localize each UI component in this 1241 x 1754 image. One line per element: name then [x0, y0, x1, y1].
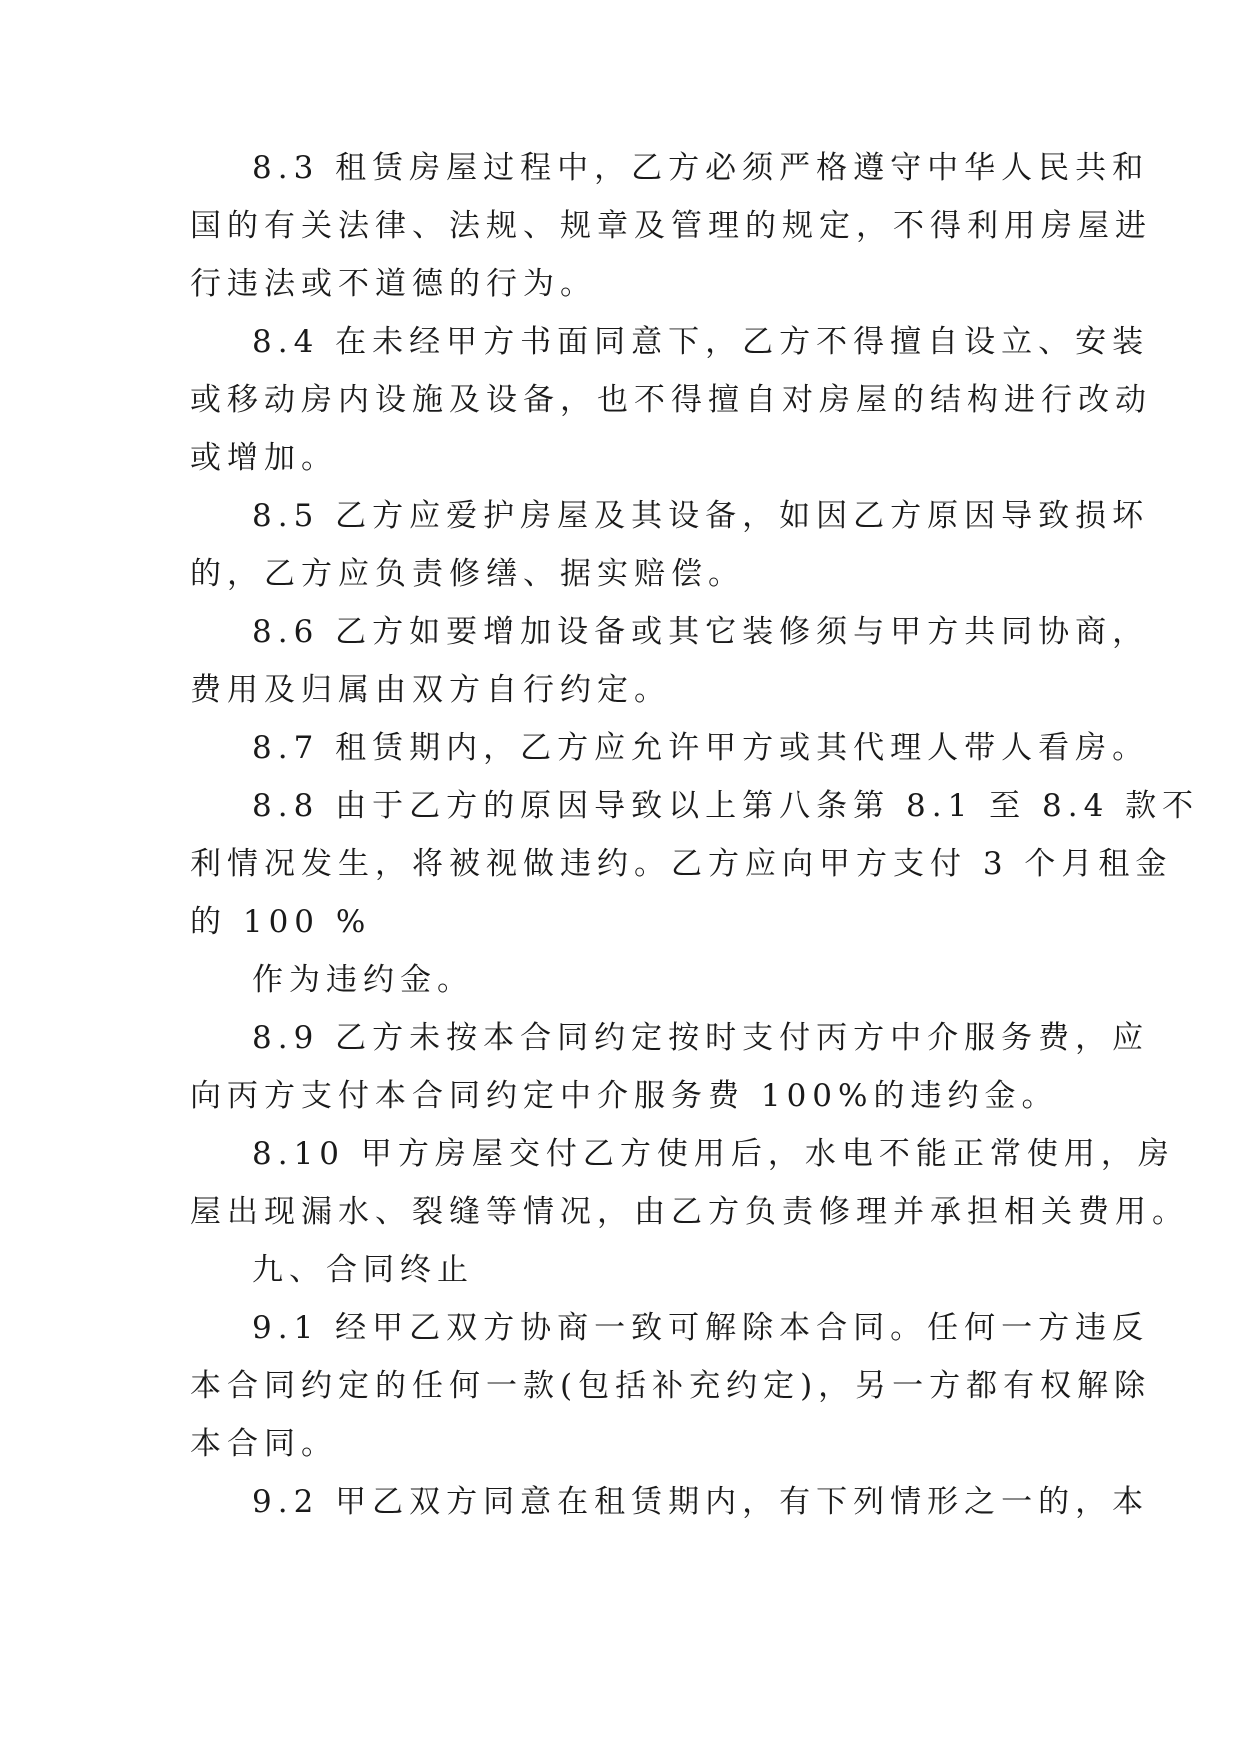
clause-8-10-line-2: 屋出现漏水、裂缝等情况，由乙方负责修理并承担相关费用。: [190, 1194, 1189, 1230]
clause-8-9-line-1: 8.9 乙方未按本合同约定按时支付丙方中介服务费，应: [252, 1020, 1150, 1056]
clause-8-4-line-1: 8.4 在未经甲方书面同意下，乙方不得擅自设立、安装: [252, 324, 1150, 360]
clause-8-3-line-2: 国的有关法律、法规、规章及管理的规定，不得利用房屋进: [190, 208, 1152, 244]
clause-8-5-line-1: 8.5 乙方应爱护房屋及其设备，如因乙方原因导致损坏: [252, 498, 1150, 534]
clause-8-8-line-1: 8.8 由于乙方的原因导致以上第八条第 8.1 至 8.4 款不: [252, 788, 1200, 824]
clause-8-7-line-1: 8.7 租赁期内，乙方应允许甲方或其代理人带人看房。: [252, 730, 1150, 766]
clause-8-3-line-1: 8.3 租赁房屋过程中，乙方必须严格遵守中华人民共和: [252, 150, 1150, 186]
clause-9-1-line-2: 本合同约定的任何一款(包括补充约定)，另一方都有权解除: [190, 1368, 1152, 1404]
clause-8-8-line-4: 作为违约金。: [252, 962, 474, 998]
clause-8-5-line-2: 的，乙方应负责修缮、据实赔偿。: [190, 556, 745, 592]
clause-8-3-line-3: 行违法或不道德的行为。: [190, 266, 597, 302]
clause-9-2-line-1: 9.2 甲乙双方同意在租赁期内，有下列情形之一的，本: [252, 1484, 1150, 1520]
clause-8-9-line-2: 向丙方支付本合同约定中介服务费 100%的违约金。: [190, 1078, 1059, 1114]
clause-9-1-line-1: 9.1 经甲乙双方协商一致可解除本合同。任何一方违反: [252, 1310, 1150, 1346]
clause-8-8-line-2: 利情况发生，将被视做违约。乙方应向甲方支付 3 个月租金: [190, 846, 1173, 882]
clause-8-10-line-1: 8.10 甲方房屋交付乙方使用后，水电不能正常使用，房: [252, 1136, 1175, 1172]
section-9-heading: 九、合同终止: [252, 1252, 474, 1288]
clause-8-6-line-1: 8.6 乙方如要增加设备或其它装修须与甲方共同协商，: [252, 614, 1150, 650]
clause-8-6-line-2: 费用及归属由双方自行约定。: [190, 672, 671, 708]
clause-9-1-line-3: 本合同。: [190, 1426, 338, 1462]
clause-8-4-line-2: 或移动房内设施及设备，也不得擅自对房屋的结构进行改动: [190, 382, 1152, 418]
clause-8-4-line-3: 或增加。: [190, 440, 338, 476]
clause-8-8-line-3: 的 100 %: [190, 904, 372, 940]
